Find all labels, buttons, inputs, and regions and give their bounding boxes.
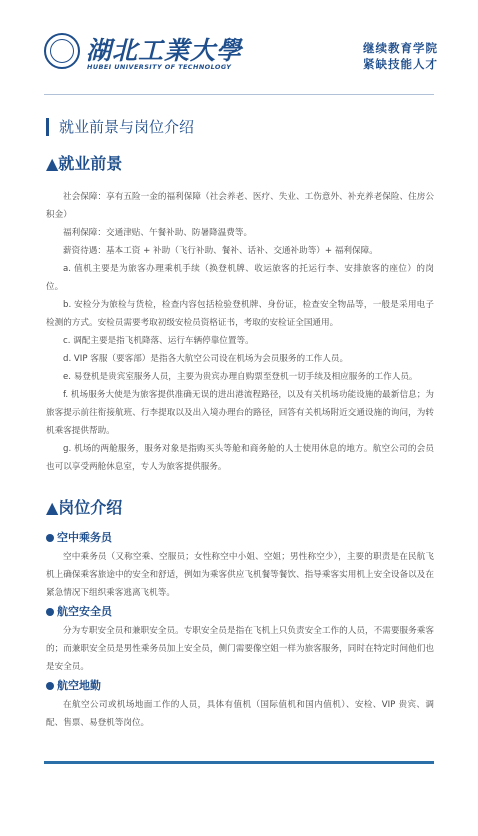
prospect-item-e: e. 易登机是贵宾室服务人员，主要为贵宾办理自购票至登机一切手续及相应服务的工作人员。 — [63, 372, 418, 382]
section-heading-positions: ▲岗位介绍 — [46, 498, 123, 517]
bullet-dot-icon — [46, 682, 54, 690]
main-content — [46, 152, 434, 732]
role-title: 空中乘务员 — [57, 531, 112, 544]
university-english-name: HUBEI UNIVERSITY OF TECHNOLOGY — [87, 63, 232, 71]
prospect-item-d: d. VIP 客服（要客部）是指各大航空公司设在机场为会员服务的工作人员。 — [63, 354, 349, 364]
prospects-intro-1: 社会保障：享有五险一金的福利保障（社会养老、医疗、失业、工伤意外、补充养老保险、住房公积金） — [46, 192, 434, 220]
page-header — [0, 0, 478, 92]
footer-divider — [44, 761, 434, 764]
prospect-item-g: g. 机场的两舱服务，服务对象是指购买头等舱和商务舱的人士使用休息的地方。航空公司的会员也可以享受两舱休息室，专人为旅客提供服务。 — [46, 444, 434, 472]
role-heading-ground-staff — [46, 676, 434, 696]
bullet-dot-icon — [46, 534, 54, 542]
slogan-line-2: 紧缺技能人才 — [363, 57, 438, 71]
prospect-item-b: b. 安检分为旅检与货检，检查内容包括检验登机牌、身份证，检查安全物品等，一般是采用电子检测的方式。安检员需要考取初级安检员资格证书，考取的安检证全国通用。 — [46, 300, 434, 328]
bullet-dot-icon — [46, 608, 54, 616]
header-slogan — [363, 40, 438, 72]
prospects-intro-3: 薪资待遇：基本工资 + 补助（飞行补助、餐补、话补、交通补助等）+ 福利保障。 — [63, 246, 378, 256]
prospect-item-c: c. 调配主要是指飞机降落、运行车辆停靠位置等。 — [63, 336, 254, 346]
role-description: 在航空公司或机场地面工作的人员，具体有值机（国际值机和国内值机）、安检、VIP 贵宾、调配、售票、易登机等岗位。 — [46, 700, 434, 728]
page-title: 就业前景与岗位介绍 — [46, 118, 194, 136]
section-heading-prospects: ▲就业前景 — [46, 154, 123, 173]
slogan-line-1: 继续教育学院 — [363, 41, 438, 55]
role-title: 航空安全员 — [57, 605, 112, 618]
prospects-intro-2: 福利保障：交通津贴、午餐补助、防暑降温费等。 — [63, 228, 253, 238]
role-heading-flight-attendant — [46, 528, 434, 548]
role-description: 分为专职安全员和兼职安全员。专职安全员是指在飞机上只负责安全工作的人员，不需要服务乘客的；而兼职安全员是男性乘务员加上安全员，侧门需要像空姐一样为旅客服务，同时在特定时间他们也是安全员。 — [46, 626, 434, 672]
university-logo-text: 湖北工業大學 — [86, 36, 243, 65]
role-title: 航空地勤 — [57, 679, 101, 692]
role-description: 空中乘务员（又称空乘、空服员；女性称空中小姐、空姐；男性称空少），主要的职责是在民航飞机上确保乘客旅途中的安全和舒适，例如为乘客供应飞机餐等餐饮、指导乘客实用机上安全设备以及在紧急情况下组织乘客逃离飞机等。 — [46, 552, 434, 598]
role-heading-security-officer — [46, 602, 434, 622]
prospect-item-f: f. 机场服务大使是为旅客提供准确无误的进出港流程路径，以及有关机场功能设施的最新信息；为旅客提示前往衔接航班、行李提取以及出入境办理台的路径，回答有关机场附近交通设施的询问，为转机乘客提供帮助。 — [46, 390, 434, 436]
university-seal-icon — [44, 33, 80, 69]
prospect-item-a: a. 值机主要是为旅客办理乘机手续（换登机牌、收运旅客的托运行李、安排旅客的座位）的岗位。 — [46, 264, 434, 292]
header-divider — [44, 94, 434, 95]
